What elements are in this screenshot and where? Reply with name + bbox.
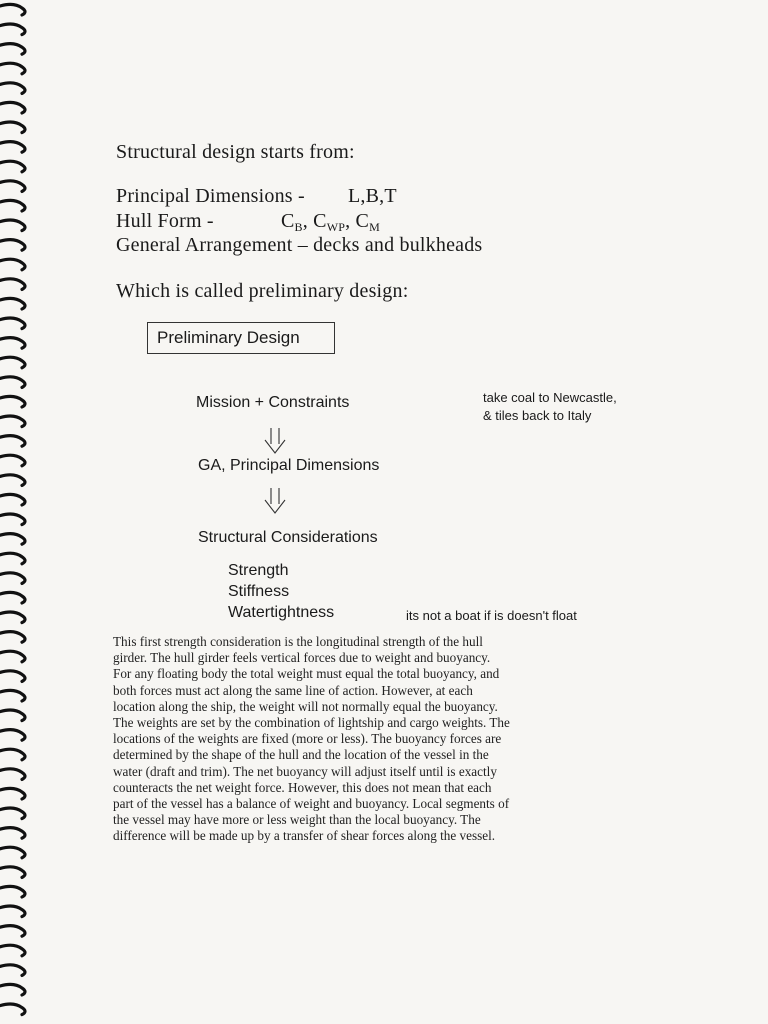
binding-coil — [0, 984, 25, 995]
binding-coil — [0, 730, 25, 741]
consideration-strength: Strength — [228, 562, 289, 579]
paragraph-line: both forces must act along the same line of action. However, at each — [113, 682, 473, 698]
mission-note-line1: take coal to Newcastle, — [483, 390, 617, 405]
paragraph-line: The weights are set by the combination of lightship and cargo weights. The — [113, 715, 510, 731]
binding-coil — [0, 769, 25, 780]
binding-coil — [0, 44, 25, 55]
coefficient-cm: $C_M$ — [355, 210, 380, 234]
watertight-note: its not a boat if is doesn't float — [406, 608, 577, 623]
coefficient-cwp: $C_{WP}$ — [313, 210, 346, 234]
consideration-watertightness: Watertightness — [228, 604, 335, 621]
hull-form-label: Hull Form - — [116, 210, 214, 232]
binding-coil — [0, 122, 25, 133]
binding-coil — [0, 1004, 25, 1015]
binding-coil — [0, 279, 25, 290]
coefficient-cb: $C_B$ — [281, 210, 303, 234]
binding-coil — [0, 416, 25, 427]
binding-coil — [0, 338, 25, 349]
paragraph-line: the vessel may have more or less weight than the local buoyancy. The — [113, 812, 481, 828]
binding-coil — [0, 612, 25, 623]
preliminary-design-box — [147, 322, 335, 354]
binding-coil — [0, 396, 25, 407]
binding-coil — [0, 749, 25, 760]
spiral-binding — [0, 0, 32, 1024]
down-arrow-icon — [262, 427, 288, 455]
binding-coil — [0, 63, 25, 74]
binding-coil — [0, 808, 25, 819]
binding-coil — [0, 690, 25, 701]
binding-coil — [0, 24, 25, 35]
paragraph-line: determined by the shape of the hull and the location of the vessel in the — [113, 747, 489, 763]
mission-note-line2: & tiles back to Italy — [483, 408, 592, 423]
flow-step-structural: Structural Considerations — [198, 529, 378, 546]
binding-coil — [0, 475, 25, 486]
preliminary-design-intro: Which is called preliminary design: — [116, 280, 409, 302]
binding-coil — [0, 788, 25, 799]
paragraph-line: difference will be made up by a transfer of shear forces along the vessel. — [113, 828, 496, 844]
binding-coil — [0, 926, 25, 937]
binding-coil — [0, 847, 25, 858]
binding-coil — [0, 240, 25, 251]
binding-coil — [0, 4, 25, 15]
binding-coil — [0, 651, 25, 662]
binding-coil — [0, 553, 25, 564]
paragraph-line: girder. The hull girder feels vertical forces due to weight and buoyancy. — [113, 650, 491, 666]
binding-coil — [0, 102, 25, 113]
binding-coil — [0, 671, 25, 682]
binding-coil — [0, 83, 25, 94]
binding-coil — [0, 298, 25, 309]
paragraph-line: counteracts the net weight force. However, this does not mean that each — [113, 779, 492, 795]
paragraph-line: This first strength consideration is the longitudinal strength of the hull — [113, 634, 483, 649]
binding-coil — [0, 357, 25, 368]
flow-step-ga: GA, Principal Dimensions — [198, 457, 380, 474]
general-arrangement-line: General Arrangement – decks and bulkheads — [116, 234, 483, 256]
hull-form-coefficients: $C_B$, $C_{WP}$, $C_M$ — [281, 210, 380, 234]
binding-coil — [0, 514, 25, 525]
binding-coil — [0, 142, 25, 153]
binding-coil — [0, 828, 25, 839]
consideration-stiffness: Stiffness — [228, 583, 290, 600]
paragraph-line: locations of the weights are fixed (more or less). The buoyancy forces are — [113, 731, 502, 747]
binding-coil — [0, 181, 25, 192]
paragraph-line: water (draft and trim). The net buoyancy will adjust itself until is exactly — [113, 763, 497, 779]
binding-coil — [0, 965, 25, 976]
binding-coil — [0, 161, 25, 172]
body-paragraph — [113, 634, 643, 845]
binding-coil — [0, 455, 25, 466]
binding-coil — [0, 945, 25, 956]
principal-dimensions-label: Principal Dimensions - — [116, 185, 305, 207]
binding-coil — [0, 259, 25, 270]
binding-coil — [0, 318, 25, 329]
binding-coil — [0, 377, 25, 388]
binding-coil — [0, 573, 25, 584]
binding-coil — [0, 534, 25, 545]
binding-coil — [0, 867, 25, 878]
binding-coil — [0, 592, 25, 603]
binding-coil — [0, 200, 25, 211]
principal-dimensions-value: L,B,T — [348, 185, 397, 207]
binding-coil — [0, 220, 25, 231]
binding-coil — [0, 906, 25, 917]
paragraph-line: For any floating body the total weight must equal the total buoyancy, and — [113, 666, 500, 682]
intro-line: Structural design starts from: — [116, 141, 355, 163]
preliminary-design-title: Preliminary Design — [157, 328, 300, 347]
paragraph-line: part of the vessel has a balance of weight and buoyancy. Local segments of — [113, 796, 510, 812]
flow-step-mission: Mission + Constraints — [196, 394, 350, 411]
down-arrow-icon — [262, 487, 288, 515]
binding-coil — [0, 436, 25, 447]
paragraph-line: location along the ship, the weight will not normally equal the buoyancy. — [113, 698, 498, 714]
binding-coil — [0, 632, 25, 643]
binding-coil — [0, 494, 25, 505]
binding-coil — [0, 710, 25, 721]
binding-coil — [0, 886, 25, 897]
